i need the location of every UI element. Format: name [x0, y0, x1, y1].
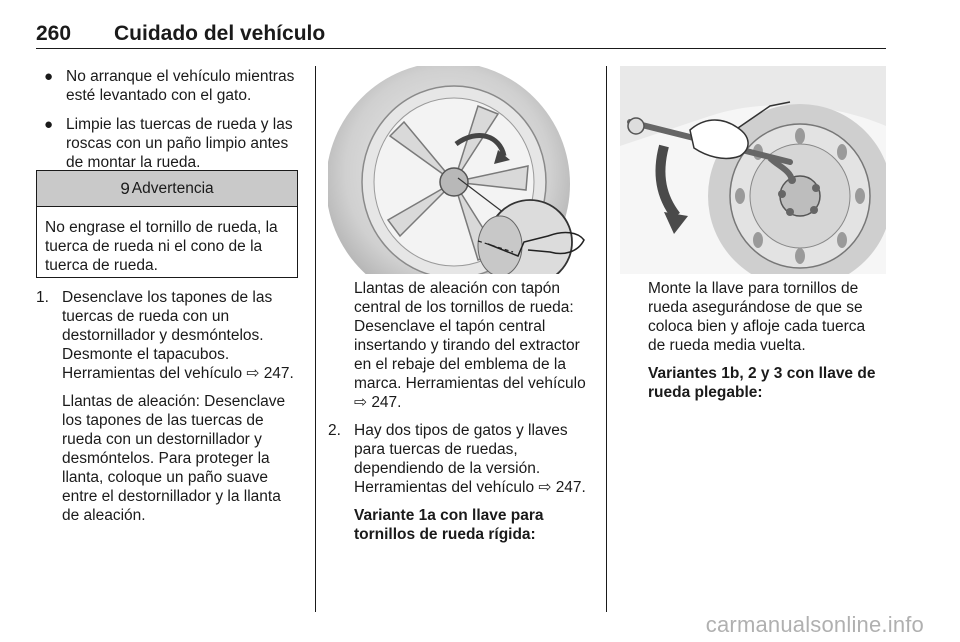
alloy-wheel-illustration [328, 66, 596, 274]
wrench-illustration [620, 66, 886, 274]
figure-caption [328, 279, 596, 412]
bullet-dot: ● [44, 68, 54, 85]
column-divider-2 [606, 66, 607, 612]
page-number: 260 [36, 22, 72, 45]
column-2 [328, 279, 596, 544]
bullet-item [36, 115, 302, 172]
watermark: carmanualsonline.info [705, 612, 924, 637]
warning-box [36, 170, 298, 278]
step-text: Hay dos tipos de gatos y llaves para tuercas de ruedas, dependiendo de la versión. Herramientas del vehículo [354, 422, 568, 496]
wrench-figure [620, 66, 886, 274]
variant-heading: Variante 1a con llave para tornillos de rueda rígida: [354, 507, 544, 543]
column-divider-1 [315, 66, 316, 612]
warning-header [37, 171, 297, 207]
bullet-text: No arranque el vehículo mientras esté levantado con el gato. [66, 68, 295, 104]
bullet-item [36, 67, 302, 105]
warning-icon: 9 [120, 178, 130, 198]
page-title: Cuidado del vehículo [114, 22, 326, 45]
warning-text: No engrase el tornillo de rueda, la tuerca de rueda ni el cono de la tuerca de rueda. [45, 219, 278, 274]
step-number: 2. [328, 422, 341, 439]
column-1 [36, 67, 302, 182]
page-ref: 247. [555, 479, 586, 496]
warning-title: Advertencia [131, 179, 214, 197]
ref-arrow-icon: ⇨ [246, 365, 260, 382]
step-number: 1. [36, 289, 49, 306]
step-text: Desenclave los tapones de las tuercas de rueda con un destornillador y desmóntelos. Desmonte el tapacubos. Herramientas del vehículo [62, 289, 273, 382]
step-paragraph: Llantas de aleación: Desenclave los tapones de las tuercas de rueda con un destornillador y desmóntelos. Para proteger la llanta, coloque un paño suave entre el destornillador y la llanta de aleación. [62, 393, 286, 524]
bullet-dot: ● [44, 116, 54, 133]
ref-arrow-icon: ⇨ [538, 479, 552, 496]
header-rule [36, 48, 886, 49]
step-1 [36, 288, 302, 525]
page-ref: 247. [371, 394, 402, 411]
ref-arrow-icon: ⇨ [354, 394, 367, 411]
column-3 [648, 279, 884, 402]
instruction-text: Monte la llave para tornillos de rueda asegurándose de que se coloca bien y afloje cada tuerca de rueda media vuelta. [648, 280, 866, 354]
variant-heading: Variantes 1b, 2 y 3 con llave de rueda plegable: [648, 365, 876, 401]
page-ref: 247. [263, 365, 294, 382]
caption-text: Llantas de aleación con tapón central de los tornillos de rueda: Desenclave el tapón central insertando y tirando del extractor en el rebaje del emblema de la marca. Herramientas del vehículo [354, 280, 586, 392]
alloy-wheel-figure [328, 66, 596, 274]
step-item [36, 288, 302, 383]
bullet-text: Limpie las tuercas de rueda y las roscas con un paño limpio antes de montar la rueda. [66, 116, 293, 171]
step-2 [328, 421, 596, 497]
